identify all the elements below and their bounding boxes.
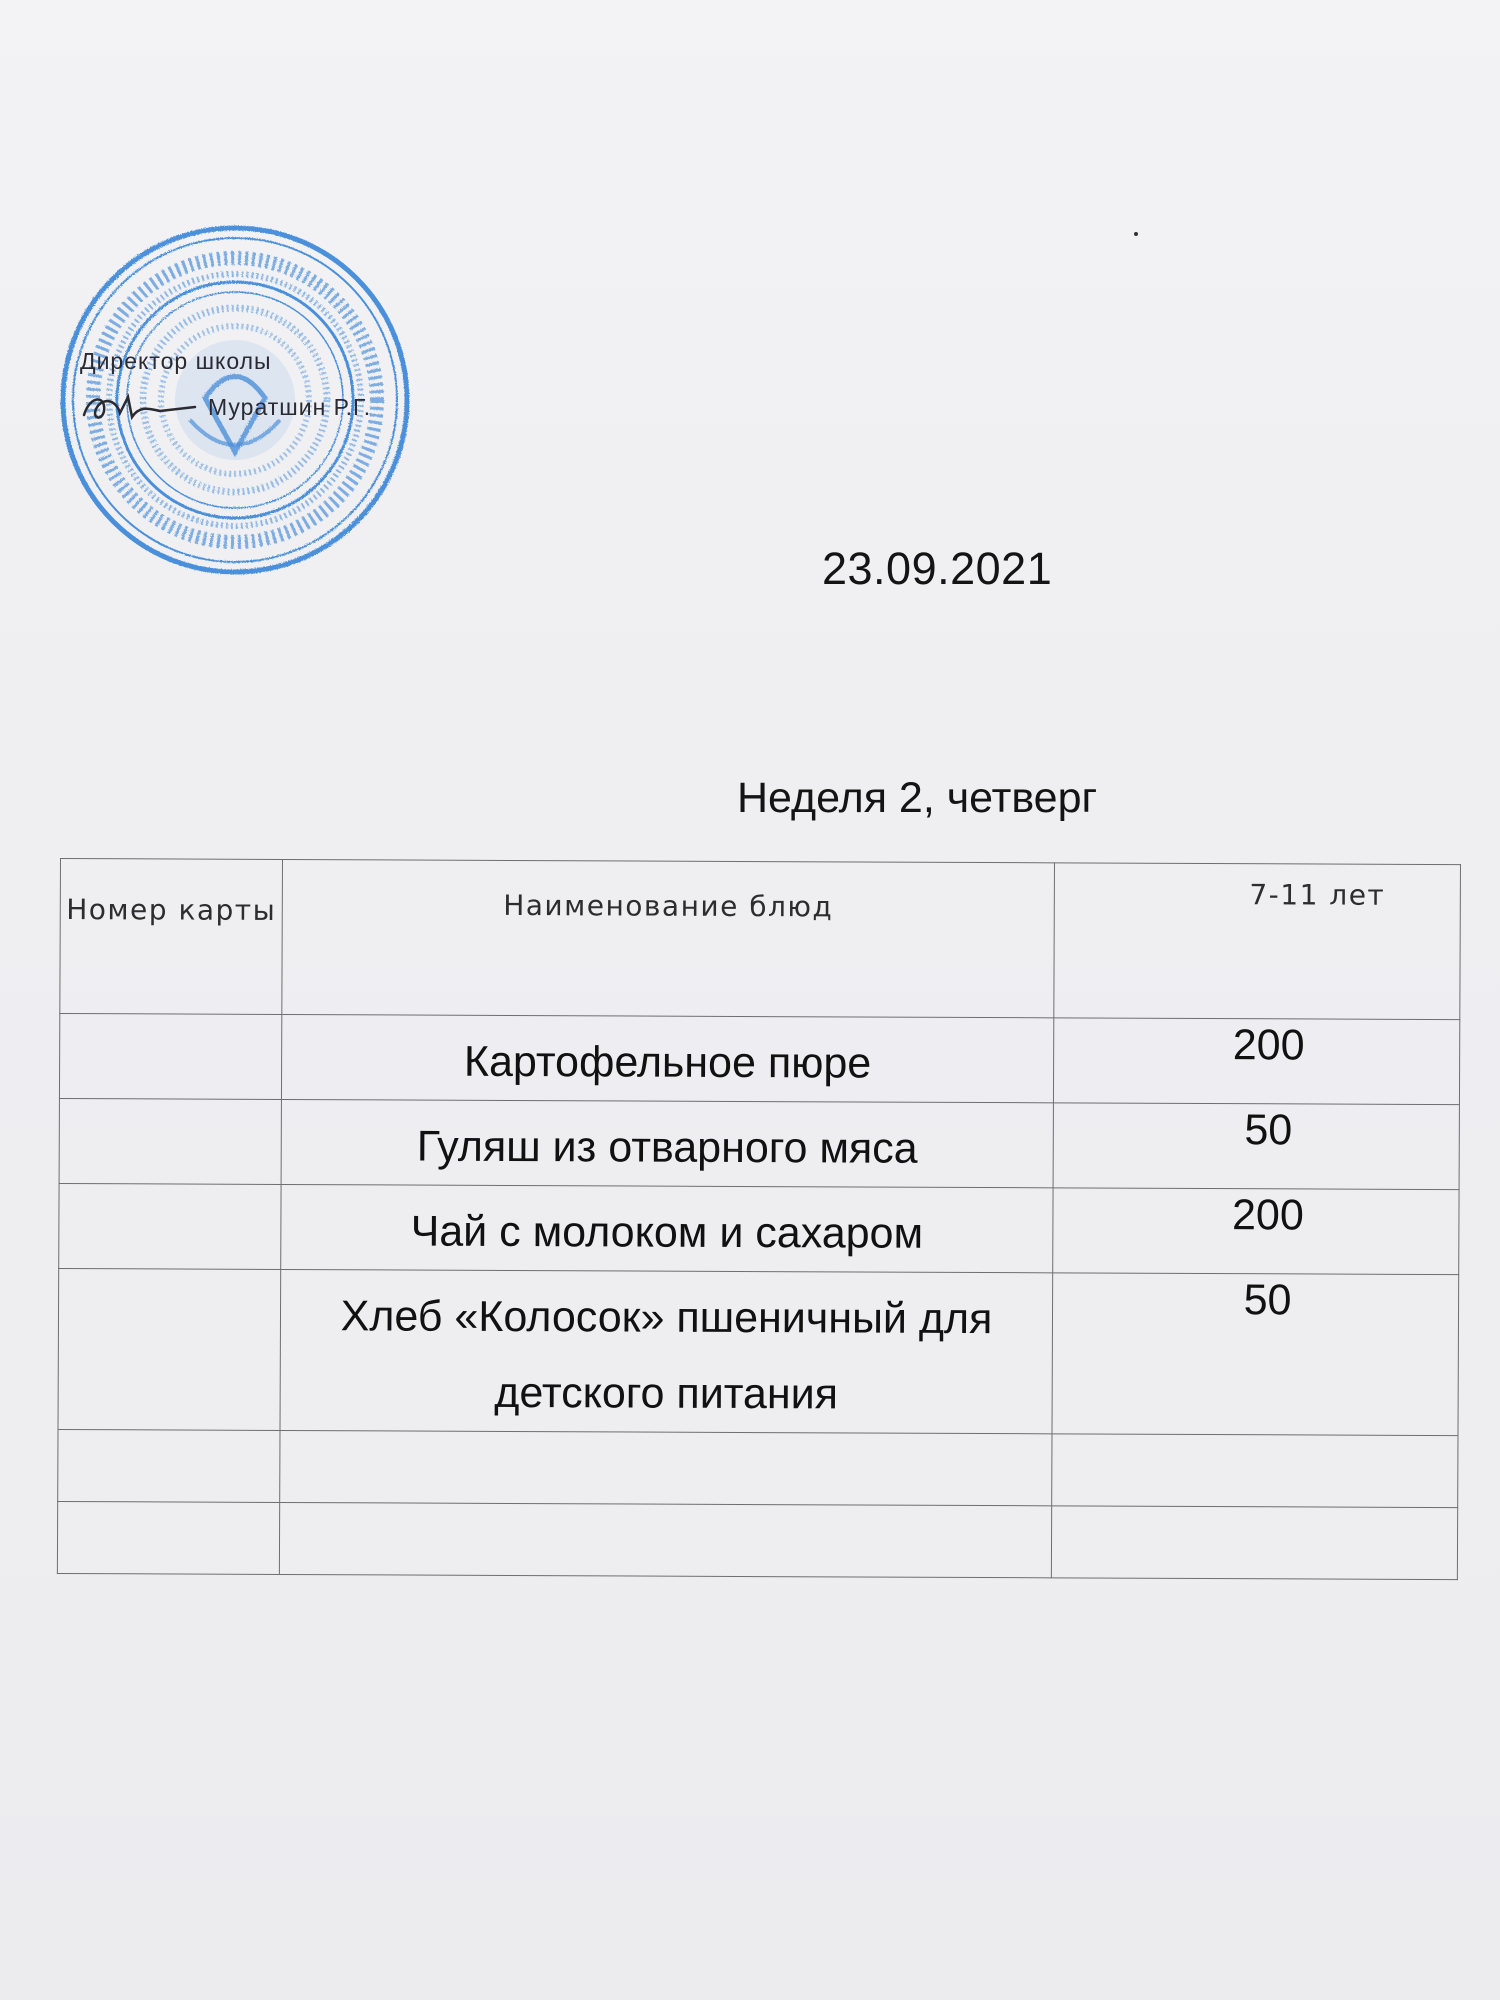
portion-cell (1052, 1434, 1458, 1508)
paper-speck (1134, 232, 1138, 236)
card-number-cell (57, 1501, 279, 1574)
table-header-row (60, 859, 1461, 1020)
portion-cell: 200 (1053, 1188, 1459, 1275)
card-number-cell (59, 1183, 281, 1269)
dish-name-cell: Картофельное пюре (281, 1014, 1053, 1102)
handwritten-signature (80, 387, 200, 427)
table-row (59, 1014, 1459, 1105)
dish-name-cell (280, 1430, 1052, 1505)
card-number-cell (58, 1268, 281, 1430)
table-row (57, 1501, 1457, 1579)
portion-cell: 200 (1053, 1018, 1459, 1105)
table-row (59, 1183, 1459, 1274)
header-dish-name: Наименование блюд (282, 859, 1055, 1017)
table-row (59, 1098, 1459, 1189)
portion-cell: 50 (1053, 1103, 1459, 1190)
table-row (58, 1429, 1458, 1507)
header-card-number: Номер карты (60, 859, 283, 1015)
week-day-heading: Неделя 2, четверг (737, 774, 1098, 822)
dish-name-cell: Хлеб «Колосок» пшеничный для детского питания (280, 1269, 1053, 1433)
header-portion-7-11: 7-11 лет (1054, 863, 1461, 1020)
dish-name-cell (279, 1502, 1051, 1577)
table-row (58, 1268, 1459, 1435)
portion-cell: 50 (1052, 1273, 1459, 1436)
approval-name-line (80, 387, 371, 427)
approval-name: Муратшин Р.Г. (208, 393, 372, 420)
card-number-cell (59, 1098, 281, 1184)
document-date: 23.09.2021 (822, 543, 1053, 594)
approval-role: Директор школы (80, 348, 272, 374)
card-number-cell (59, 1014, 281, 1100)
dish-name-cell: Чай с молоком и сахаром (281, 1184, 1053, 1272)
approval-block (80, 348, 371, 427)
portion-cell (1051, 1506, 1457, 1580)
card-number-cell (58, 1429, 280, 1502)
menu-table (57, 858, 1461, 1580)
dish-name-cell: Гуляш из отварного мяса (281, 1099, 1053, 1187)
